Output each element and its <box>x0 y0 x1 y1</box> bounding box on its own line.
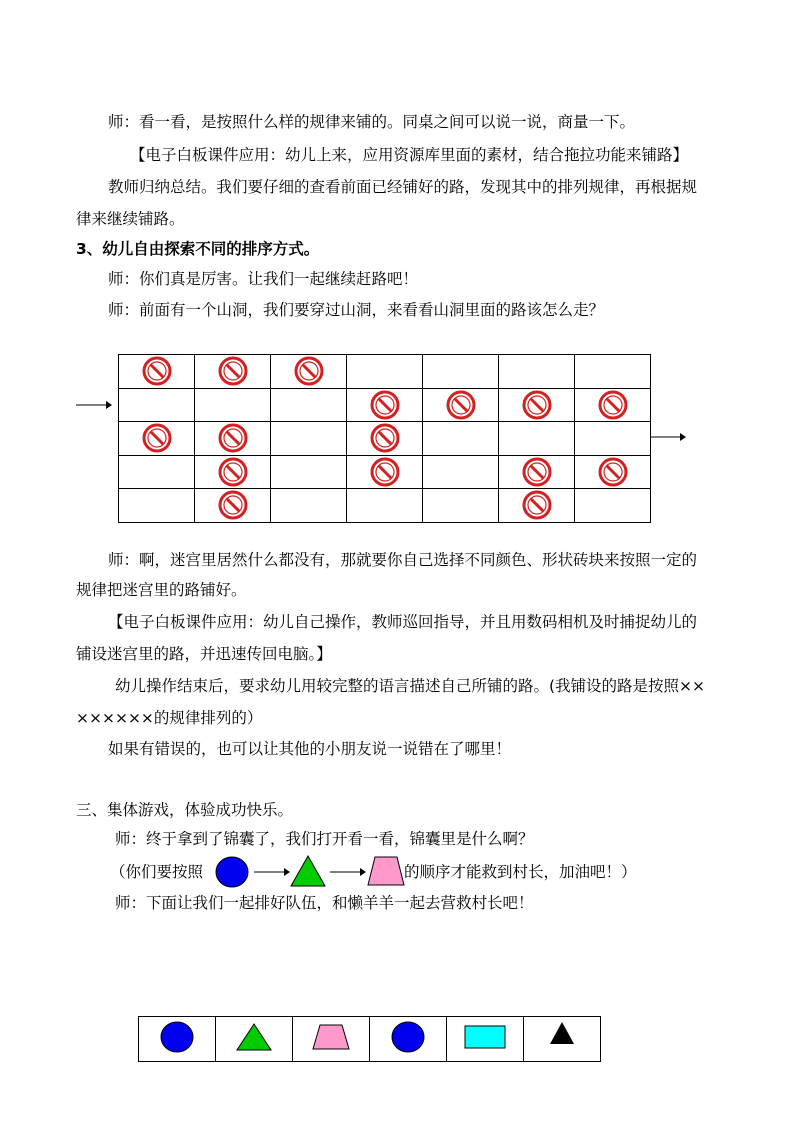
no-entry-icon <box>218 457 248 487</box>
maze-cell-open <box>195 388 271 422</box>
no-entry-icon <box>598 390 628 420</box>
maze-grid <box>118 354 651 523</box>
maze-cell-open <box>271 388 347 422</box>
maze-cell-open <box>423 489 499 523</box>
paragraph-summary-1: 教师归纳总结。我们要仔细的查看前面已经铺好的路，发现其中的排列规律，再根据规 <box>108 178 698 196</box>
strip-cell <box>139 1017 216 1062</box>
maze-cell-blocked <box>347 388 423 422</box>
maze-cell-blocked <box>423 388 499 422</box>
no-entry-icon <box>598 457 628 487</box>
paragraph-praise: 师：你们真是厉害。让我们一起继续赶路吧！ <box>108 270 419 288</box>
whiteboard-note-1: 【电子白板课件应用：幼儿上来，应用资源库里面的素材，结合拖拉功能来铺路】 <box>130 146 689 164</box>
paragraph-cave: 师：前面有一个山洞，我们要穿过山洞，来看看山洞里面的路该怎么走？ <box>108 301 605 319</box>
maze-cell-open <box>575 355 651 389</box>
paragraph-errors: 如果有错误的，也可以让其他的小朋友说一说错在了哪里！ <box>108 740 512 758</box>
maze-row <box>119 388 651 422</box>
maze-cell-open <box>499 422 575 456</box>
whiteboard-note-2a: 【电子白板课件应用：幼儿自己操作，教师巡回指导，并且用数码相机及时捕捉幼儿的 <box>108 613 698 631</box>
maze-cell-blocked <box>195 489 271 523</box>
no-entry-icon <box>446 390 476 420</box>
maze-cell-blocked <box>499 489 575 523</box>
paragraph-look: 师：看一看，是按照什么样的规律来铺的。同桌之间可以说一说，商量一下。 <box>108 113 636 131</box>
maze-cell-open <box>499 355 575 389</box>
cyan-rectangle-icon <box>464 1025 506 1049</box>
sequence-arrow-icon <box>254 866 290 878</box>
whiteboard-note-2b: 铺设迷宫里的路，并迅速传回电脑。】 <box>76 645 332 663</box>
strip-cell <box>524 1017 601 1062</box>
maze-cell-blocked <box>347 455 423 489</box>
sequence-arrow-icon <box>330 866 366 878</box>
strip-cell <box>293 1017 370 1062</box>
sequence-text-end: 的顺序才能救到村长，加油吧！） <box>404 863 637 881</box>
maze-cell-open <box>575 422 651 456</box>
maze-cell-blocked <box>499 455 575 489</box>
maze-cell-open <box>271 455 347 489</box>
maze-cell-blocked <box>119 422 195 456</box>
blue-circle-icon <box>160 1021 194 1053</box>
maze-cell-open <box>423 355 499 389</box>
no-entry-icon <box>370 423 400 453</box>
maze-cell-open <box>347 489 423 523</box>
green-triangle-icon <box>236 1023 272 1051</box>
maze-row <box>119 355 651 389</box>
maze-cell-blocked <box>119 355 195 389</box>
maze-cell-open <box>271 489 347 523</box>
green-triangle-icon <box>290 855 326 887</box>
blue-circle-icon <box>391 1021 425 1053</box>
maze-cell-blocked <box>195 455 271 489</box>
paragraph-pouch: 师：终于拿到了锦囊了，我们打开看一看，锦囊里是什么啊？ <box>115 830 534 848</box>
no-entry-icon <box>522 490 552 520</box>
blue-circle-icon <box>215 856 249 888</box>
section-heading-three: 三、集体游戏，体验成功快乐。 <box>76 801 294 819</box>
maze-cell-open <box>347 355 423 389</box>
maze-cell-open <box>423 422 499 456</box>
no-entry-icon <box>142 423 172 453</box>
sequence-text-start: （你们要按照 <box>110 863 204 881</box>
maze-cell-open <box>119 455 195 489</box>
maze-cell-blocked <box>195 355 271 389</box>
maze-row <box>119 455 651 489</box>
paragraph-describe-1: 幼儿操作结束后，要求幼儿用较完整的语言描述自己所铺的路。(我铺设的路是按照×× <box>115 677 706 695</box>
game-shape-strip <box>138 1016 601 1062</box>
strip-cell <box>216 1017 293 1062</box>
black-triangle-icon <box>549 1021 575 1045</box>
paragraph-maze-empty-2: 规律把迷宫里的路铺好。 <box>76 581 247 599</box>
maze-cell-open <box>423 455 499 489</box>
maze-cell-blocked <box>195 422 271 456</box>
paragraph-rescue: 师：下面让我们一起排好队伍，和懒羊羊一起去营救村长吧！ <box>115 894 534 912</box>
maze-cell-blocked <box>499 388 575 422</box>
maze-cell-open <box>575 489 651 523</box>
no-entry-icon <box>370 390 400 420</box>
section-heading-3: 3、幼儿自由探索不同的排序方式。 <box>76 240 320 258</box>
maze-cell-open <box>119 388 195 422</box>
paragraph-maze-empty-1: 师：啊，迷宫里居然什么都没有，那就要你自己选择不同颜色、形状砖块来按照一定的 <box>108 551 698 569</box>
no-entry-icon <box>218 356 248 386</box>
strip-cell <box>447 1017 524 1062</box>
maze-row <box>119 489 651 523</box>
maze-cell-blocked <box>347 422 423 456</box>
no-entry-icon <box>142 356 172 386</box>
maze-row <box>119 422 651 456</box>
strip-cell <box>370 1017 447 1062</box>
no-entry-icon <box>522 457 552 487</box>
exit-arrow-icon <box>650 430 686 444</box>
maze-cell-blocked <box>575 388 651 422</box>
no-entry-icon <box>218 423 248 453</box>
paragraph-describe-2: ××××××的规律排列的） <box>76 709 263 727</box>
no-entry-icon <box>218 490 248 520</box>
entry-arrow-icon <box>76 398 112 412</box>
no-entry-icon <box>522 390 552 420</box>
no-entry-icon <box>370 457 400 487</box>
paragraph-summary-2: 律来继续铺路。 <box>76 210 185 228</box>
pink-trapezoid-icon <box>312 1024 350 1050</box>
maze-cell-blocked <box>575 455 651 489</box>
maze-cell-open <box>119 489 195 523</box>
maze-cell-blocked <box>271 355 347 389</box>
pink-trapezoid-icon <box>367 856 405 886</box>
no-entry-icon <box>294 356 324 386</box>
maze-cell-open <box>271 422 347 456</box>
